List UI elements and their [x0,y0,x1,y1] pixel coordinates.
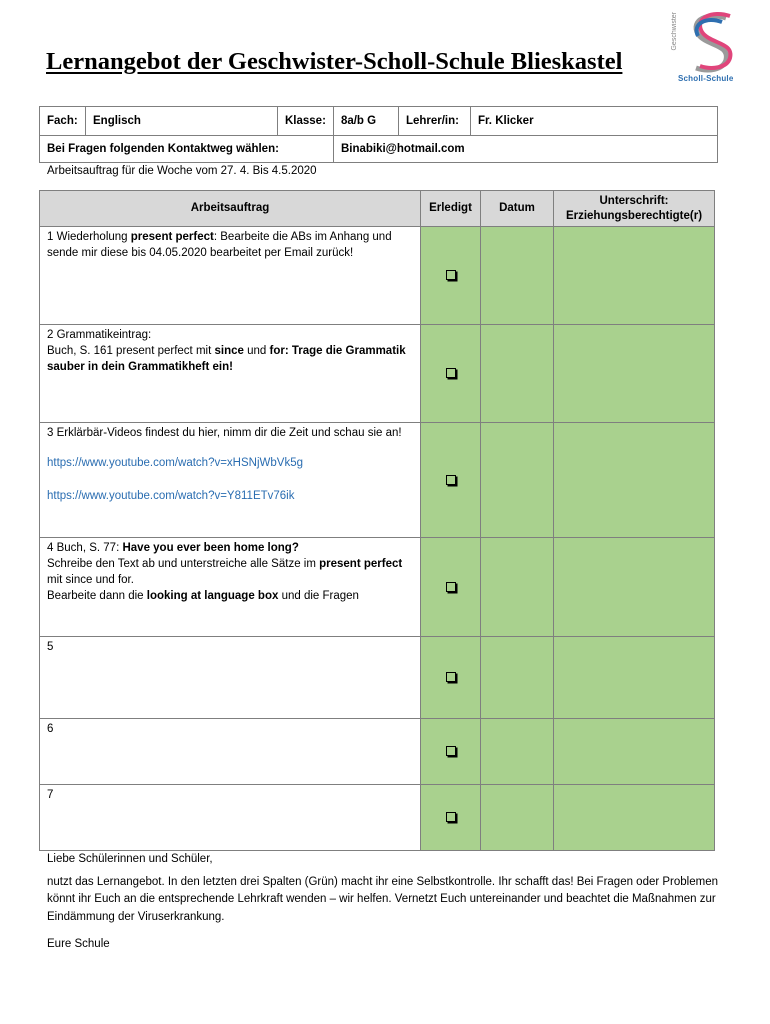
task-text: Erklärbär-Videos findest du hier, nimm dir die Zeit und schau sie an! [56,427,402,439]
table-row [40,325,715,423]
task-text-bold: Have you ever been home long? [122,542,299,554]
footer-body: nutzt das Lernangebot. In den letzten drei Spalten (Grün) macht ihr eine Selbstkontrolle. Ihr schafft das! Bei Fragen oder Problemen könnt ihr Euch an die entsprechende Lehrkraft wenden – wir helfen. Vernetzt Euch untereinander und beachtet die Maßnahmen zur Eindämmung der Viruserkrankung. [47,875,719,923]
datum-cell[interactable] [481,325,554,423]
erledigt-cell[interactable] [421,538,481,637]
col-header-datum: Datum [481,191,554,227]
unterschrift-cell[interactable] [554,227,715,325]
footer-text [47,851,727,964]
task-cell [40,227,421,325]
youtube-link-1[interactable]: https://www.youtube.com/watch?v=xHSNjWbVk5g [47,457,303,469]
logo-vertical-text: Geschwister [671,12,678,51]
week-line: Arbeitsauftrag für die Woche vom 27. 4. Bis 4.5.2020 [47,165,317,177]
youtube-link-2[interactable]: https://www.youtube.com/watch?v=Y811ETv76ik [47,490,295,502]
table-row [40,785,715,851]
task-text: Wiederholung [56,231,131,243]
erledigt-cell[interactable] [421,637,481,719]
task-number: 2 [47,329,54,341]
task-cell [40,785,421,851]
fach-value: Englisch [86,107,278,136]
checkbox-icon[interactable] [446,812,456,822]
checkbox-icon[interactable] [446,475,456,485]
col-header-arbeitsauftrag: Arbeitsauftrag [40,191,421,227]
task-number: 7 [47,789,54,801]
task-table [39,190,715,851]
footer-sign: Eure Schule [47,938,110,950]
datum-cell[interactable] [481,637,554,719]
erledigt-cell[interactable] [421,325,481,423]
erledigt-cell[interactable] [421,227,481,325]
task-cell [40,538,421,637]
erledigt-cell[interactable] [421,719,481,785]
school-logo [668,10,748,88]
logo-caption: Scholl-Schule [678,74,734,83]
task-text: Schreibe den Text ab und unterstreiche alle Sätze im [47,558,320,570]
lehrer-label: Lehrer/in: [398,107,470,136]
table-row [40,538,715,637]
checkbox-icon[interactable] [446,582,456,592]
task-text-bold: for: Trage die Grammatik sauber in dein Grammatikheft ein! [47,345,406,373]
unterschrift-cell[interactable] [554,538,715,637]
task-number: 4 [47,542,54,554]
task-cell [40,423,421,538]
task-text-bold: present perfect [319,558,403,570]
datum-cell[interactable] [481,719,554,785]
unterschrift-cell[interactable] [554,423,715,538]
erledigt-cell[interactable] [421,423,481,538]
page-title: Lernangebot der Geschwister-Scholl-Schule Blieskastel [46,48,623,75]
table-row [40,227,715,325]
fach-label: Fach: [40,107,86,136]
task-text: und [243,345,270,357]
table-row [40,423,715,538]
header-table [39,106,718,163]
klasse-label: Klasse: [278,107,334,136]
task-text: Bearbeite dann die [47,590,147,602]
kontakt-label: Bei Fragen folgenden Kontaktweg wählen: [40,136,334,163]
task-text-bold: present perfect [130,231,214,243]
task-number: 1 [47,231,54,243]
task-number: 6 [47,723,54,735]
checkbox-icon[interactable] [446,746,456,756]
school-logo-s-icon [668,10,748,76]
task-cell [40,637,421,719]
unterschrift-cell[interactable] [554,637,715,719]
col-header-erledigt: Erledigt [421,191,481,227]
table-row [40,719,715,785]
datum-cell[interactable] [481,423,554,538]
col-header-unterschrift-line2: Erziehungsberechtigte(r) [565,209,703,222]
task-text: mit since und for. [47,574,134,586]
task-text-bold: looking at language box [146,590,279,602]
task-text-bold: since [214,345,244,357]
task-number: 3 [47,427,54,439]
kontakt-value: Binabiki@hotmail.com [333,136,717,163]
col-header-unterschrift [554,191,715,227]
unterschrift-cell[interactable] [554,325,715,423]
task-cell [40,719,421,785]
task-cell [40,325,421,423]
erledigt-cell[interactable] [421,785,481,851]
datum-cell[interactable] [481,227,554,325]
unterschrift-cell[interactable] [554,719,715,785]
task-text: Buch, S. 77: [56,542,123,554]
task-number: 5 [47,641,54,653]
task-text: : Bearbeite die ABs im Anhang und sende mir diese bis 04.05.2020 bearbeitet per Email zurück! [47,231,392,259]
task-text: und die Fragen [278,590,359,602]
task-text: Buch, S. 161 present perfect mit [47,345,215,357]
checkbox-icon[interactable] [446,672,456,682]
klasse-value: 8a/b G [333,107,398,136]
col-header-unterschrift-line1: Unterschrift: [599,194,669,207]
footer-greeting: Liebe Schülerinnen und Schüler, [47,853,213,865]
lehrer-value: Fr. Klicker [470,107,717,136]
datum-cell[interactable] [481,538,554,637]
table-row [40,637,715,719]
task-text: Grammatikeintrag: [56,329,152,341]
datum-cell[interactable] [481,785,554,851]
unterschrift-cell[interactable] [554,785,715,851]
checkbox-icon[interactable] [446,270,456,280]
checkbox-icon[interactable] [446,368,456,378]
